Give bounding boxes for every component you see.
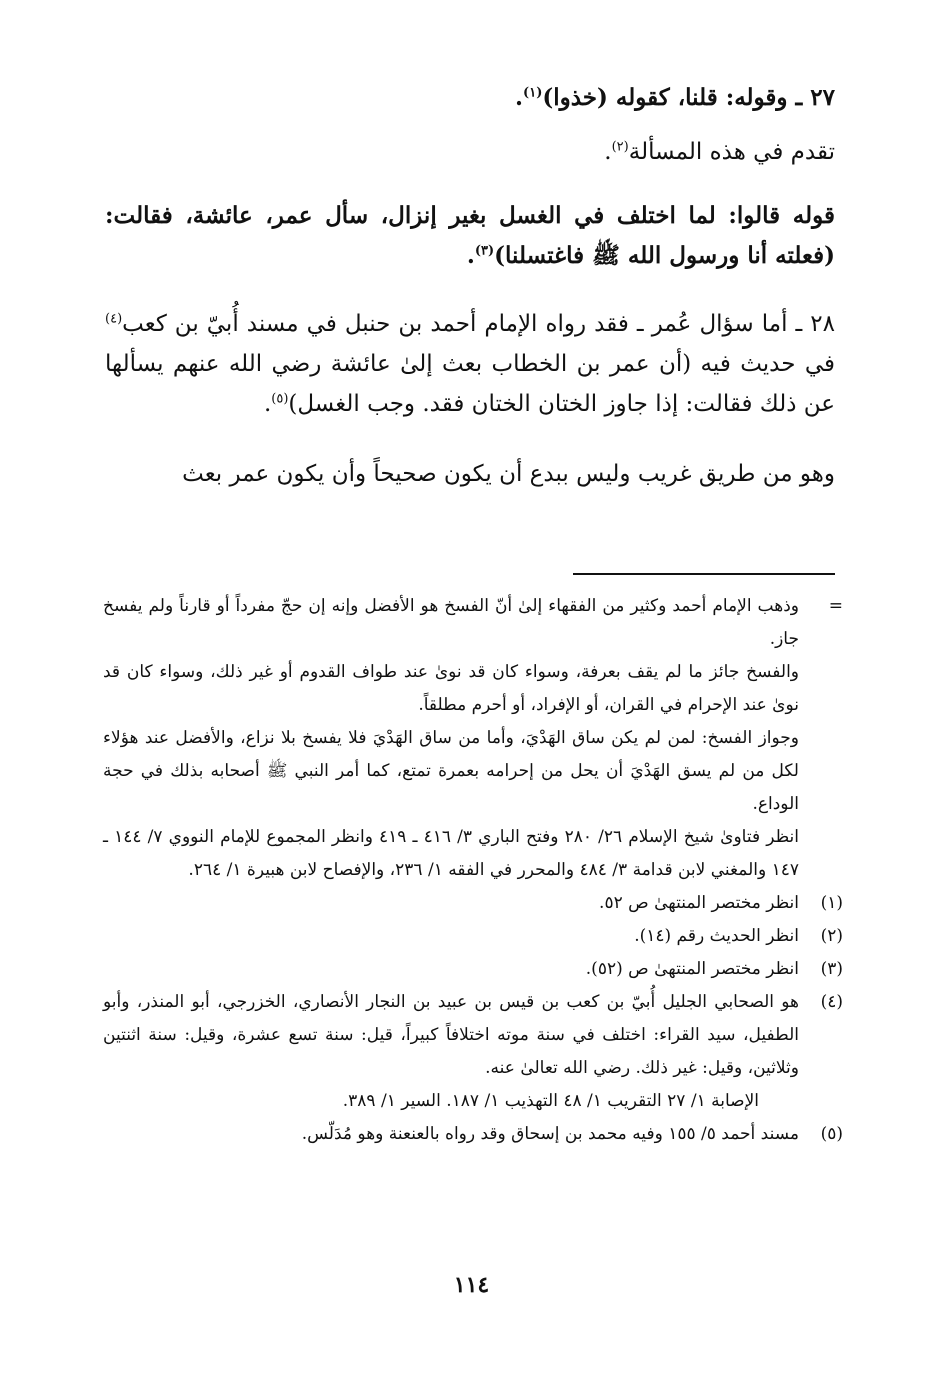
- paragraph-note: [105, 132, 835, 172]
- continuation-marker: =: [828, 596, 843, 616]
- footnote-4-references: الإصابة ١/ ٢٧ التقريب ١/ ٤٨ التهذيب ١/ ١٨٧. السير ١/ ٣٨٩.: [342, 1091, 759, 1111]
- footnote-ref-3: (٣): [474, 243, 495, 259]
- paragraph-quote-text: قوله قالوا: لما اختلف في الغسل بغير إنزال، سأل عمر، عائشة، فقالت: (فعلته أنا ورسول الله ﷺ فاغتسلنا): [105, 202, 835, 269]
- footnote-1: [103, 887, 843, 920]
- footnote-3: [103, 953, 843, 986]
- paragraph-quote-end: .: [466, 242, 475, 269]
- footnote-1-text: انظر مختصر المنتهىٰ ص ٥٢.: [599, 893, 799, 913]
- continuation-paragraph-2: والفسخ جائز ما لم يقف بعرفة، وسواء كان قد نوىٰ عند طواف القدوم أو غير ذلك، وسواء كان قد نوىٰ عند الإحرام في القران، أو الإفراد، أو أحرم مطلقاً.: [103, 662, 799, 715]
- footnote-ref-5: (٥): [271, 391, 289, 407]
- footnote-separator: [573, 573, 835, 575]
- footnote-4-text: هو الصحابي الجليل أُبيّ بن كعب بن قيس بن عبيد بن النجار الأنصاري، الخزرجي، أبو المنذر، وأبو الطفيل، سيد القراء: اختلف في سنة موته اختلافاً كبيراً، قيل: سنة تسع عشرة، وقيل: سنة اثنتين وثلاثين، وقيل: غير ذلك. رضي الله تعالىٰ عنه.: [103, 992, 799, 1078]
- footnote-ref-4: (٤): [105, 311, 123, 327]
- footnote-4-number: (٤): [820, 992, 843, 1012]
- paragraph-28-text-b: في حديث فيه (أن عمر بن الخطاب بعث إلىٰ عائشة رضي الله عنهم يسألها عن ذلك فقالت: إذا جاوز الختان الختان فقد. وجب الغسل): [105, 351, 835, 417]
- continuation-paragraph-4: انظر فتاوىٰ شيخ الإسلام ٢٦/ ٢٨٠ وفتح الباري ٣/ ٤١٦ ـ ٤١٩ وانظر المجموع للإمام النووي ٧/ ١٤٤ ـ ١٤٧ والمغني لابن قدامة ٣/ ٤٨٤ والمحرر في الفقه ١/ ٢٣٦، والإفصاح لابن هبيرة ١/ ٢٦٤.: [103, 827, 800, 880]
- footnote-5-text: مسند أحمد ٥/ ١٥٥ وفيه محمد بن إسحاق وقد رواه بالعنعنة وهو مُدَلّس.: [301, 1124, 799, 1144]
- paragraph-28: [105, 304, 835, 424]
- paragraph-27-text: ٢٧ ـ وقوله: قلنا، كقوله (خذوا): [542, 84, 835, 111]
- paragraph-27: [105, 78, 835, 118]
- footnote-2-text: انظر الحديث رقم (١٤).: [634, 926, 799, 946]
- page-number: ١١٤: [453, 1272, 490, 1298]
- footnote-2: [103, 920, 843, 953]
- paragraph-note-end: .: [604, 139, 612, 165]
- paragraph-note-text: تقدم في هذه المسألة: [628, 139, 835, 165]
- footnote-continuation: [103, 590, 843, 887]
- continuation-paragraph-1: وذهب الإمام أحمد وكثير من الفقهاء إلىٰ أنّ الفسخ هو الأفضل وإنه إن حجّ مفرداً أو قارناً ولم يفسخ جاز.: [103, 596, 799, 649]
- main-text: [105, 78, 835, 494]
- footnote-3-number: (٣): [820, 959, 843, 979]
- footnote-3-text: انظر مختصر المنتهىٰ ص (٥٢).: [585, 959, 799, 979]
- paragraph-28-end: .: [263, 391, 272, 417]
- paragraph-27-end: .: [515, 84, 524, 111]
- continuation-paragraph-3: وجواز الفسخ: لمن لم يكن ساق الهَدْيَ، وأما من ساق الهَدْيَ فلا يفسخ بلا نزاع، والأفضل عند هؤلاء لكل من لم يسق الهَدْيَ أن يحل من إحرامه بعمرة تمتع، كما أمر النبي ﷺ أصحابه بذلك في حجة الوداع.: [103, 728, 799, 814]
- paragraph-28-text-a: ٢٨ ـ أما سؤال عُمر ـ فقد رواه الإمام أحمد بن حنبل في مسند أُبيّ بن كعب: [122, 311, 835, 337]
- paragraph-quote: [105, 196, 835, 276]
- continuation-body: [103, 590, 799, 887]
- footnote-5-number: (٥): [820, 1124, 843, 1144]
- footnote-ref-1: (١): [523, 85, 543, 101]
- footnote-ref-2: (٢): [611, 139, 629, 155]
- paragraph-last-line: وهو من طريق غريب وليس ببدع أن يكون صحيحاً وأن يكون عمر بعث: [182, 461, 835, 487]
- footnotes: [103, 590, 843, 1151]
- footnote-5: [103, 1118, 843, 1151]
- footnote-2-number: (٢): [820, 926, 843, 946]
- footnote-1-number: (١): [820, 893, 843, 913]
- footnote-4: [103, 986, 843, 1118]
